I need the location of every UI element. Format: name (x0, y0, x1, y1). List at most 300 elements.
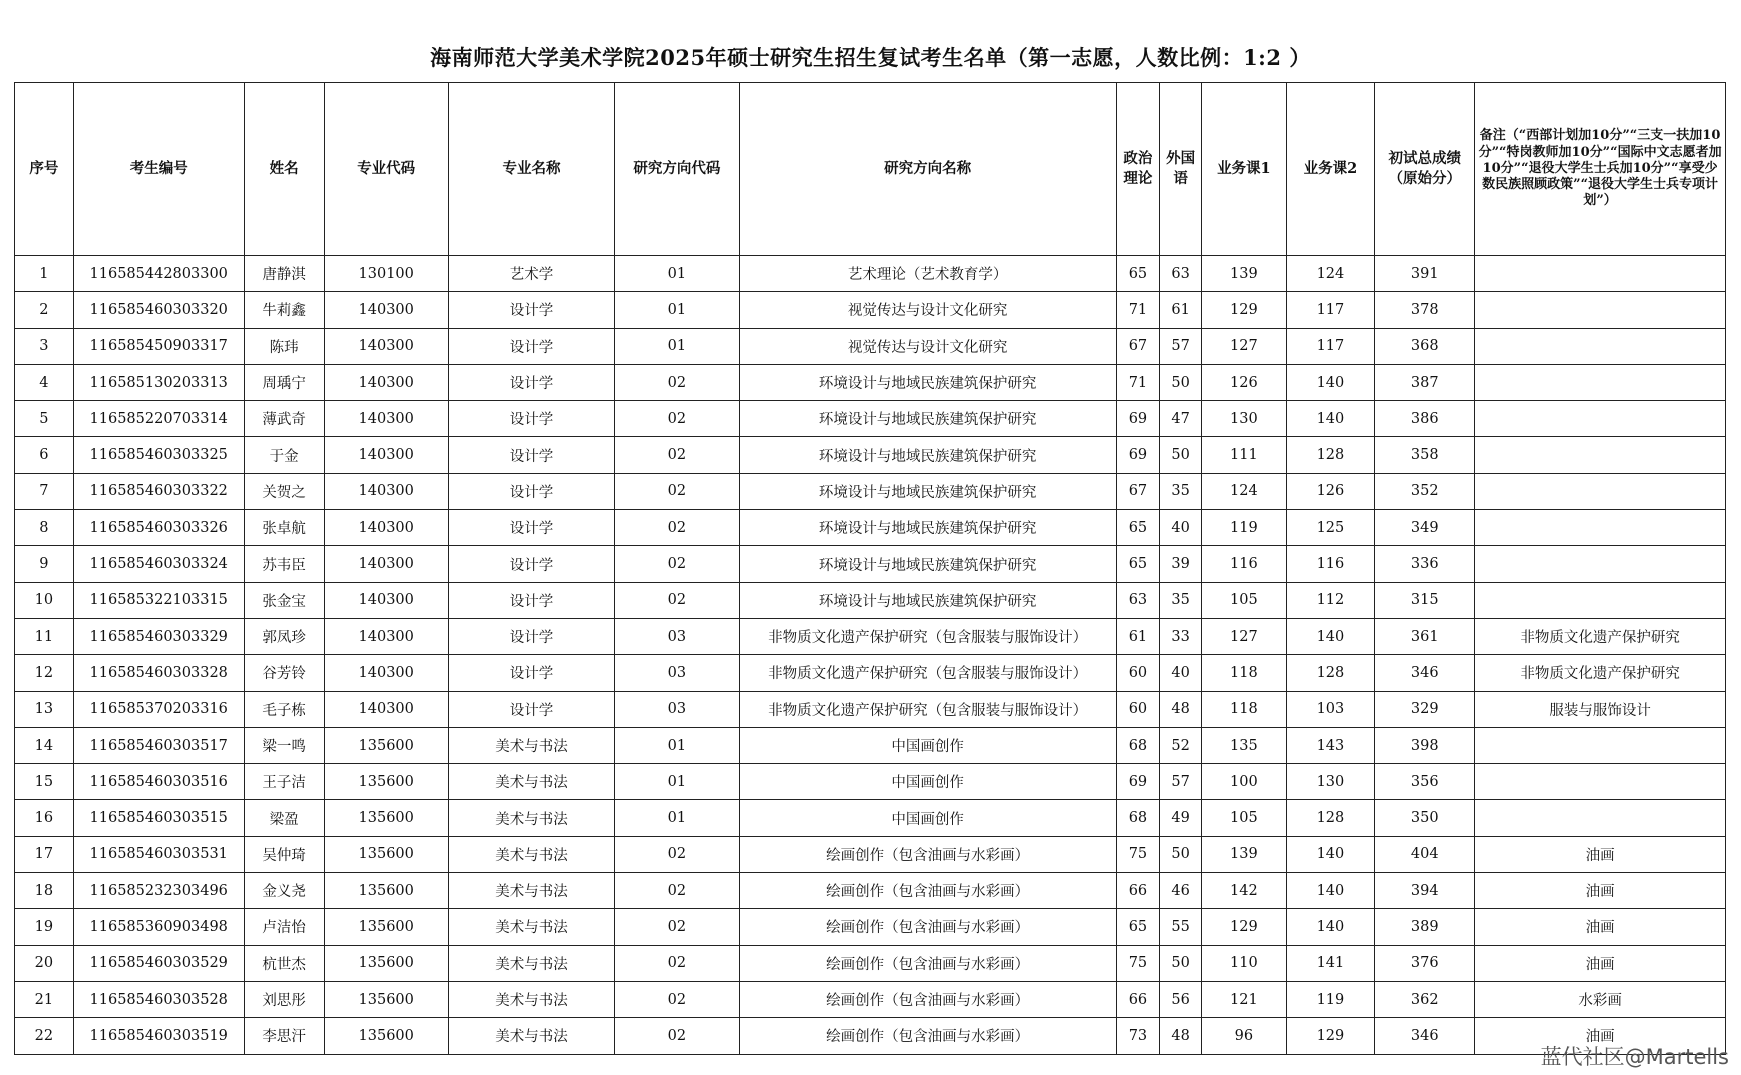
cell-direction-name: 非物质文化遗产保护研究（包含服装与服饰设计） (739, 618, 1116, 654)
cell-major-code: 140300 (324, 401, 448, 437)
cell-direction-name: 视觉传达与设计文化研究 (739, 292, 1116, 328)
cell-subject-1: 129 (1202, 292, 1286, 328)
cell-foreign-language: 39 (1160, 546, 1202, 582)
cell-foreign-language: 52 (1160, 727, 1202, 763)
cell-direction-name: 非物质文化遗产保护研究（包含服装与服饰设计） (739, 655, 1116, 691)
cell-politics: 67 (1116, 328, 1159, 364)
cell-major-code: 140300 (324, 618, 448, 654)
cell-remarks (1475, 401, 1726, 437)
cell-major-name: 美术与书法 (448, 764, 614, 800)
cell-total-score: 387 (1375, 364, 1475, 400)
cell-direction-code: 03 (615, 618, 739, 654)
cell-subject-1: 130 (1202, 401, 1286, 437)
cell-subject-2: 141 (1286, 945, 1375, 981)
table-row (15, 909, 1726, 945)
cell-foreign-language: 33 (1160, 618, 1202, 654)
cell-major-name: 设计学 (448, 691, 614, 727)
cell-major-code: 130100 (324, 256, 448, 292)
cell-total-score: 346 (1375, 1018, 1475, 1054)
cell-foreign-language: 50 (1160, 364, 1202, 400)
cell-remarks (1475, 582, 1726, 618)
cell-politics: 68 (1116, 727, 1159, 763)
cell-name: 张卓航 (244, 510, 324, 546)
cell-foreign-language: 57 (1160, 764, 1202, 800)
cell-remarks (1475, 727, 1726, 763)
table-row (15, 1018, 1726, 1054)
cell-exam-id: 116585322103315 (73, 582, 244, 618)
table-row (15, 437, 1726, 473)
cell-name: 关贺之 (244, 473, 324, 509)
table-row (15, 401, 1726, 437)
cell-subject-2: 124 (1286, 256, 1375, 292)
cell-major-name: 美术与书法 (448, 873, 614, 909)
cell-index: 10 (15, 582, 74, 618)
cell-subject-2: 125 (1286, 510, 1375, 546)
cell-direction-code: 02 (615, 401, 739, 437)
cell-foreign-language: 50 (1160, 836, 1202, 872)
cell-total-score: 391 (1375, 256, 1475, 292)
cell-total-score: 361 (1375, 618, 1475, 654)
cell-remarks: 服装与服饰设计 (1475, 691, 1726, 727)
cell-index: 14 (15, 727, 74, 763)
cell-major-code: 135600 (324, 945, 448, 981)
cell-subject-1: 105 (1202, 582, 1286, 618)
cell-subject-2: 140 (1286, 909, 1375, 945)
cell-subject-1: 96 (1202, 1018, 1286, 1054)
cell-major-name: 设计学 (448, 364, 614, 400)
cell-foreign-language: 46 (1160, 873, 1202, 909)
table-row (15, 364, 1726, 400)
table-row (15, 727, 1726, 763)
cell-index: 18 (15, 873, 74, 909)
cell-total-score: 349 (1375, 510, 1475, 546)
cell-name: 梁盈 (244, 800, 324, 836)
cell-exam-id: 116585460303326 (73, 510, 244, 546)
cell-exam-id: 116585460303329 (73, 618, 244, 654)
cell-subject-1: 142 (1202, 873, 1286, 909)
cell-subject-2: 112 (1286, 582, 1375, 618)
cell-direction-code: 01 (615, 727, 739, 763)
cell-index: 5 (15, 401, 74, 437)
col-header-major-name: 专业名称 (448, 83, 614, 256)
cell-name: 毛子栋 (244, 691, 324, 727)
cell-exam-id: 116585460303328 (73, 655, 244, 691)
cell-name: 杭世杰 (244, 945, 324, 981)
cell-remarks: 油画 (1475, 945, 1726, 981)
cell-name: 薄武奇 (244, 401, 324, 437)
cell-direction-name: 绘画创作（包含油画与水彩画） (739, 981, 1116, 1017)
cell-major-code: 135600 (324, 1018, 448, 1054)
cell-major-code: 140300 (324, 510, 448, 546)
cell-direction-code: 02 (615, 546, 739, 582)
cell-subject-1: 139 (1202, 256, 1286, 292)
cell-foreign-language: 50 (1160, 437, 1202, 473)
cell-foreign-language: 47 (1160, 401, 1202, 437)
col-header-direction-code: 研究方向代码 (615, 83, 739, 256)
table-row (15, 764, 1726, 800)
cell-name: 周瑀宁 (244, 364, 324, 400)
cell-direction-code: 01 (615, 256, 739, 292)
cell-subject-2: 116 (1286, 546, 1375, 582)
col-header-name: 姓名 (244, 83, 324, 256)
cell-subject-1: 110 (1202, 945, 1286, 981)
cell-total-score: 352 (1375, 473, 1475, 509)
cell-foreign-language: 40 (1160, 510, 1202, 546)
cell-foreign-language: 35 (1160, 582, 1202, 618)
cell-foreign-language: 56 (1160, 981, 1202, 1017)
cell-remarks: 非物质文化遗产保护研究 (1475, 655, 1726, 691)
cell-major-name: 设计学 (448, 618, 614, 654)
watermark: 蓝代社区@Martells (1540, 1045, 1729, 1069)
cell-politics: 65 (1116, 909, 1159, 945)
cell-major-name: 美术与书法 (448, 1018, 614, 1054)
cell-politics: 71 (1116, 364, 1159, 400)
table-row (15, 655, 1726, 691)
cell-politics: 65 (1116, 510, 1159, 546)
col-header-exam-id: 考生编号 (73, 83, 244, 256)
cell-subject-1: 129 (1202, 909, 1286, 945)
cell-politics: 75 (1116, 945, 1159, 981)
cell-politics: 66 (1116, 981, 1159, 1017)
cell-direction-name: 绘画创作（包含油画与水彩画） (739, 836, 1116, 872)
cell-name: 王子洁 (244, 764, 324, 800)
cell-direction-name: 环境设计与地域民族建筑保护研究 (739, 401, 1116, 437)
cell-exam-id: 116585460303516 (73, 764, 244, 800)
cell-remarks: 水彩画 (1475, 981, 1726, 1017)
table-row (15, 510, 1726, 546)
col-header-politics: 政治理论 (1116, 83, 1159, 256)
cell-direction-name: 非物质文化遗产保护研究（包含服装与服饰设计） (739, 691, 1116, 727)
cell-politics: 65 (1116, 546, 1159, 582)
cell-subject-1: 124 (1202, 473, 1286, 509)
cell-remarks (1475, 800, 1726, 836)
cell-total-score: 386 (1375, 401, 1475, 437)
cell-name: 刘思彤 (244, 981, 324, 1017)
cell-direction-name: 环境设计与地域民族建筑保护研究 (739, 510, 1116, 546)
cell-index: 17 (15, 836, 74, 872)
cell-subject-1: 100 (1202, 764, 1286, 800)
cell-name: 苏韦臣 (244, 546, 324, 582)
cell-direction-name: 环境设计与地域民族建筑保护研究 (739, 473, 1116, 509)
cell-subject-1: 126 (1202, 364, 1286, 400)
cell-subject-1: 105 (1202, 800, 1286, 836)
cell-name: 金义尧 (244, 873, 324, 909)
cell-name: 李思汗 (244, 1018, 324, 1054)
cell-subject-2: 103 (1286, 691, 1375, 727)
cell-total-score: 368 (1375, 328, 1475, 364)
cell-index: 2 (15, 292, 74, 328)
cell-direction-code: 01 (615, 800, 739, 836)
cell-foreign-language: 48 (1160, 1018, 1202, 1054)
table-row (15, 836, 1726, 872)
table-row (15, 691, 1726, 727)
cell-remarks (1475, 546, 1726, 582)
cell-subject-2: 140 (1286, 836, 1375, 872)
cell-foreign-language: 55 (1160, 909, 1202, 945)
cell-direction-code: 01 (615, 764, 739, 800)
cell-subject-2: 119 (1286, 981, 1375, 1017)
cell-politics: 60 (1116, 655, 1159, 691)
cell-subject-2: 117 (1286, 292, 1375, 328)
cell-name: 梁一鸣 (244, 727, 324, 763)
cell-politics: 67 (1116, 473, 1159, 509)
cell-direction-name: 环境设计与地域民族建筑保护研究 (739, 582, 1116, 618)
table-row (15, 292, 1726, 328)
cell-name: 谷芳铃 (244, 655, 324, 691)
cell-index: 8 (15, 510, 74, 546)
cell-exam-id: 116585460303519 (73, 1018, 244, 1054)
cell-foreign-language: 48 (1160, 691, 1202, 727)
cell-total-score: 362 (1375, 981, 1475, 1017)
cell-name: 张金宝 (244, 582, 324, 618)
cell-politics: 61 (1116, 618, 1159, 654)
cell-direction-name: 中国画创作 (739, 727, 1116, 763)
cell-politics: 65 (1116, 256, 1159, 292)
col-header-index: 序号 (15, 83, 74, 256)
cell-remarks (1475, 473, 1726, 509)
table-row (15, 473, 1726, 509)
table-row (15, 873, 1726, 909)
cell-major-code: 135600 (324, 727, 448, 763)
cell-foreign-language: 61 (1160, 292, 1202, 328)
cell-remarks: 油画 (1475, 1018, 1726, 1054)
table-row (15, 546, 1726, 582)
cell-name: 于金 (244, 437, 324, 473)
cell-direction-code: 02 (615, 582, 739, 618)
cell-direction-code: 02 (615, 836, 739, 872)
cell-exam-id: 116585460303515 (73, 800, 244, 836)
col-header-subject-1: 业务课1 (1202, 83, 1286, 256)
cell-name: 陈玮 (244, 328, 324, 364)
cell-politics: 73 (1116, 1018, 1159, 1054)
cell-direction-name: 绘画创作（包含油画与水彩画） (739, 1018, 1116, 1054)
cell-exam-id: 116585442803300 (73, 256, 244, 292)
cell-major-name: 设计学 (448, 582, 614, 618)
cell-subject-2: 140 (1286, 618, 1375, 654)
candidate-table (14, 82, 1726, 1055)
cell-exam-id: 116585460303322 (73, 473, 244, 509)
cell-major-code: 140300 (324, 546, 448, 582)
cell-direction-name: 绘画创作（包含油画与水彩画） (739, 909, 1116, 945)
cell-name: 郭凤珍 (244, 618, 324, 654)
cell-direction-code: 01 (615, 328, 739, 364)
table-body (15, 256, 1726, 1055)
cell-total-score: 404 (1375, 836, 1475, 872)
cell-remarks: 油画 (1475, 909, 1726, 945)
cell-index: 21 (15, 981, 74, 1017)
cell-subject-2: 128 (1286, 800, 1375, 836)
cell-exam-id: 116585360903498 (73, 909, 244, 945)
cell-subject-1: 139 (1202, 836, 1286, 872)
cell-name: 吴仲琦 (244, 836, 324, 872)
cell-major-name: 美术与书法 (448, 836, 614, 872)
cell-politics: 66 (1116, 873, 1159, 909)
cell-total-score: 356 (1375, 764, 1475, 800)
table-row (15, 945, 1726, 981)
cell-direction-code: 03 (615, 691, 739, 727)
cell-subject-1: 111 (1202, 437, 1286, 473)
cell-major-name: 美术与书法 (448, 945, 614, 981)
cell-foreign-language: 57 (1160, 328, 1202, 364)
cell-direction-code: 02 (615, 1018, 739, 1054)
cell-remarks (1475, 364, 1726, 400)
cell-direction-code: 02 (615, 473, 739, 509)
cell-politics: 69 (1116, 764, 1159, 800)
cell-index: 11 (15, 618, 74, 654)
cell-major-name: 设计学 (448, 546, 614, 582)
cell-exam-id: 116585450903317 (73, 328, 244, 364)
cell-major-code: 140300 (324, 473, 448, 509)
cell-direction-code: 02 (615, 510, 739, 546)
cell-major-code: 135600 (324, 873, 448, 909)
cell-total-score: 315 (1375, 582, 1475, 618)
cell-major-code: 135600 (324, 909, 448, 945)
cell-remarks: 非物质文化遗产保护研究 (1475, 618, 1726, 654)
cell-major-code: 140300 (324, 364, 448, 400)
cell-direction-code: 02 (615, 945, 739, 981)
col-header-foreign-language: 外国语 (1160, 83, 1202, 256)
cell-total-score: 358 (1375, 437, 1475, 473)
cell-major-code: 140300 (324, 292, 448, 328)
cell-index: 22 (15, 1018, 74, 1054)
cell-direction-name: 艺术理论（艺术教育学） (739, 256, 1116, 292)
cell-subject-2: 143 (1286, 727, 1375, 763)
cell-direction-name: 视觉传达与设计文化研究 (739, 328, 1116, 364)
cell-direction-name: 绘画创作（包含油画与水彩画） (739, 945, 1116, 981)
cell-index: 4 (15, 364, 74, 400)
cell-index: 1 (15, 256, 74, 292)
table-row (15, 256, 1726, 292)
cell-direction-code: 02 (615, 437, 739, 473)
page-title: 海南师范大学美术学院2025年硕士研究生招生复试考生名单（第一志愿，人数比例：1:2 ） (430, 45, 1311, 70)
cell-major-code: 135600 (324, 764, 448, 800)
cell-major-name: 美术与书法 (448, 981, 614, 1017)
cell-subject-2: 128 (1286, 655, 1375, 691)
cell-major-name: 设计学 (448, 473, 614, 509)
cell-foreign-language: 35 (1160, 473, 1202, 509)
cell-politics: 63 (1116, 582, 1159, 618)
cell-foreign-language: 63 (1160, 256, 1202, 292)
cell-total-score: 378 (1375, 292, 1475, 328)
cell-subject-2: 117 (1286, 328, 1375, 364)
cell-foreign-language: 40 (1160, 655, 1202, 691)
cell-major-name: 设计学 (448, 401, 614, 437)
cell-index: 6 (15, 437, 74, 473)
cell-major-name: 设计学 (448, 328, 614, 364)
cell-direction-code: 03 (615, 655, 739, 691)
cell-direction-name: 绘画创作（包含油画与水彩画） (739, 873, 1116, 909)
cell-subject-2: 130 (1286, 764, 1375, 800)
cell-subject-2: 140 (1286, 401, 1375, 437)
cell-major-name: 美术与书法 (448, 800, 614, 836)
table-header-row (15, 83, 1726, 256)
cell-exam-id: 116585460303529 (73, 945, 244, 981)
cell-politics: 68 (1116, 800, 1159, 836)
cell-exam-id: 116585232303496 (73, 873, 244, 909)
cell-subject-2: 128 (1286, 437, 1375, 473)
col-header-major-code: 专业代码 (324, 83, 448, 256)
cell-exam-id: 116585460303528 (73, 981, 244, 1017)
cell-exam-id: 116585460303324 (73, 546, 244, 582)
cell-total-score: 394 (1375, 873, 1475, 909)
cell-subject-2: 129 (1286, 1018, 1375, 1054)
cell-subject-1: 135 (1202, 727, 1286, 763)
cell-subject-1: 127 (1202, 618, 1286, 654)
cell-direction-name: 环境设计与地域民族建筑保护研究 (739, 364, 1116, 400)
cell-major-code: 140300 (324, 655, 448, 691)
cell-exam-id: 116585370203316 (73, 691, 244, 727)
cell-remarks (1475, 764, 1726, 800)
cell-subject-2: 140 (1286, 873, 1375, 909)
cell-subject-1: 118 (1202, 655, 1286, 691)
cell-remarks (1475, 328, 1726, 364)
cell-politics: 60 (1116, 691, 1159, 727)
cell-politics: 71 (1116, 292, 1159, 328)
cell-total-score: 336 (1375, 546, 1475, 582)
cell-foreign-language: 50 (1160, 945, 1202, 981)
cell-major-name: 艺术学 (448, 256, 614, 292)
cell-remarks (1475, 510, 1726, 546)
cell-index: 19 (15, 909, 74, 945)
cell-direction-code: 02 (615, 981, 739, 1017)
cell-exam-id: 116585460303320 (73, 292, 244, 328)
table-row (15, 800, 1726, 836)
cell-remarks: 油画 (1475, 836, 1726, 872)
cell-major-code: 140300 (324, 691, 448, 727)
cell-direction-name: 中国画创作 (739, 800, 1116, 836)
cell-major-name: 设计学 (448, 510, 614, 546)
cell-direction-code: 02 (615, 364, 739, 400)
cell-exam-id: 116585460303531 (73, 836, 244, 872)
cell-total-score: 346 (1375, 655, 1475, 691)
cell-index: 7 (15, 473, 74, 509)
cell-subject-1: 127 (1202, 328, 1286, 364)
cell-major-code: 140300 (324, 582, 448, 618)
cell-major-name: 设计学 (448, 437, 614, 473)
cell-subject-2: 140 (1286, 364, 1375, 400)
table-row (15, 981, 1726, 1017)
cell-direction-code: 01 (615, 292, 739, 328)
cell-major-code: 140300 (324, 328, 448, 364)
cell-politics: 69 (1116, 401, 1159, 437)
cell-politics: 69 (1116, 437, 1159, 473)
cell-index: 13 (15, 691, 74, 727)
col-header-remarks: 备注（“西部计划加10分”“三支一扶加10分”“特岗教师加10分”“国际中文志愿者加10分”“退役大学生士兵加10分”“享受少数民族照顾政策”“退役大学生士兵专项计划”） (1475, 83, 1726, 256)
cell-total-score: 389 (1375, 909, 1475, 945)
cell-major-name: 美术与书法 (448, 727, 614, 763)
cell-major-name: 美术与书法 (448, 909, 614, 945)
cell-major-code: 135600 (324, 981, 448, 1017)
cell-subject-1: 121 (1202, 981, 1286, 1017)
cell-major-name: 设计学 (448, 292, 614, 328)
cell-index: 3 (15, 328, 74, 364)
cell-direction-name: 中国画创作 (739, 764, 1116, 800)
cell-remarks (1475, 437, 1726, 473)
cell-foreign-language: 49 (1160, 800, 1202, 836)
cell-direction-code: 02 (615, 909, 739, 945)
cell-major-code: 135600 (324, 836, 448, 872)
cell-exam-id: 116585220703314 (73, 401, 244, 437)
cell-major-name: 设计学 (448, 655, 614, 691)
cell-subject-1: 116 (1202, 546, 1286, 582)
cell-exam-id: 116585460303517 (73, 727, 244, 763)
table-row (15, 618, 1726, 654)
cell-subject-1: 119 (1202, 510, 1286, 546)
cell-major-code: 140300 (324, 437, 448, 473)
cell-total-score: 376 (1375, 945, 1475, 981)
cell-remarks (1475, 292, 1726, 328)
cell-name: 牛莉鑫 (244, 292, 324, 328)
